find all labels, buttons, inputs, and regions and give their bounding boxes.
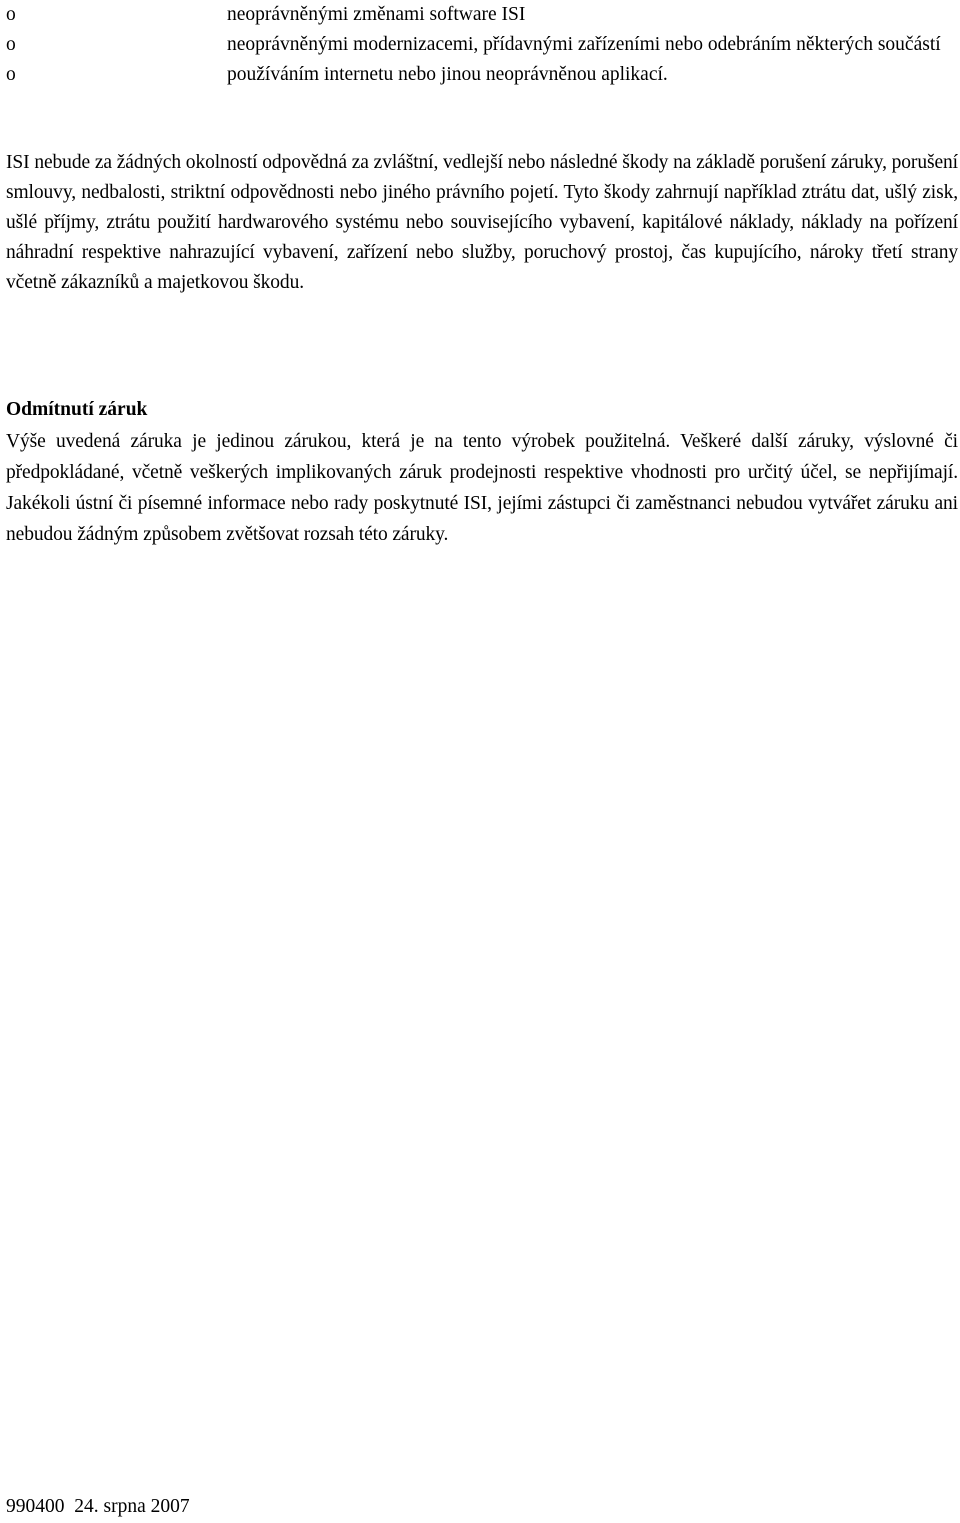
bullet-marker: o — [6, 34, 16, 55]
list-item-text: používáním internetu nebo jinou neoprávněnou aplikací. — [227, 64, 668, 85]
exclusion-list — [6, 0, 958, 90]
footer-date: 24. srpna 2007 — [74, 1496, 190, 1517]
list-item-text: neoprávněnými modernizacemi, přídavnými zařízeními nebo odebráním některých součástí — [227, 34, 941, 55]
list-item — [6, 30, 958, 60]
disclaimer-paragraph: Výše uvedená záruka je jedinou zárukou, která je na tento výrobek použitelná. Veškeré další záruky, výslovné či předpokládané, včetně veškerých implikovaných záruk prodejnosti respektive vhodnosti pro určitý účel, se nepřijímají. Jakékoli ústní či písemné informace nebo rady poskytnuté ISI, jejími zástupci či zaměstnanci nebudou vytvářet záruku ani nebudou žádným způsobem zvětšovat rozsah této záruky. — [6, 431, 958, 545]
bullet-marker: o — [6, 4, 16, 25]
section-heading: Odmítnutí záruk — [6, 399, 148, 420]
bullet-marker: o — [6, 64, 16, 85]
liability-paragraph: ISI nebude za žádných okolností odpovědná za zvláštní, vedlejší nebo následné škody na základě porušení záruky, porušení smlouvy, nedbalosti, striktní odpovědnosti nebo jiného právního pojetí. Tyto škody zahrnují například ztrátu dat, ušlý zisk, ušlé příjmy, ztrátu použití hardwarového systému nebo souvisejícího vybavení, kapitálové náklady, náklady na pořízení náhradní respektive nahrazující vybavení, zařízení nebo služby, poruchový prostoj, čas kupujícího, nároky třetí strany včetně zákazníků a majetkovou škodu. — [6, 152, 958, 293]
list-item — [6, 60, 958, 90]
list-item — [6, 0, 958, 30]
list-item-text: neoprávněnými změnami software ISI — [227, 4, 526, 25]
page-footer — [6, 1495, 190, 1519]
footer-doc-number: 990400 — [6, 1496, 65, 1517]
